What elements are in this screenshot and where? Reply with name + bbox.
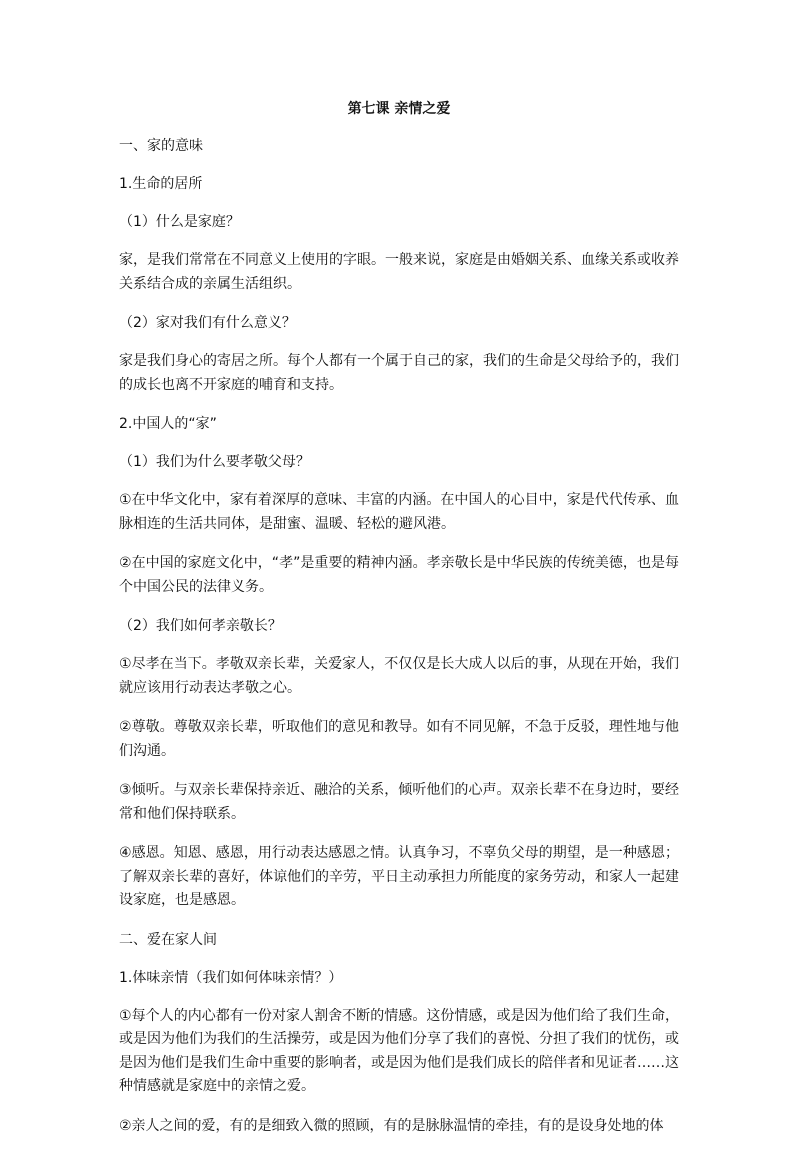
paragraph-gratitude: ④感恩。知恩、感恩，用行动表达感恩之情。认真争习，不辜负父母的期望，是一种感恩；了解双亲长辈的喜好，体谅他们的辛劳，平日主动承担力所能度的家务劳动，和家人一起建设家庭，也是感恩。	[119, 845, 679, 908]
subheading-life-dwelling: 1.生命的居所	[119, 176, 203, 192]
paragraph-love-between-relatives: ②亲人之间的爱，有的是细致入微的照顾，有的是脉脉温情的牵挂，有的是设身处地的体	[119, 1117, 664, 1134]
paragraph-filial-piety: ②在中国的家庭文化中，“孝”是重要的精神内涵。孝亲敬长是中华民族的传统美德，也是每个中国公民的法律义务。	[119, 555, 679, 595]
paragraph-filial-now: ①尽孝在当下。孝敬双亲长辈，关爱家人，不仅仅是长大成人以后的事，从现在开始，我们就应该用行动表达孝敬之心。	[119, 656, 679, 696]
question-how-filial: （2）我们如何孝亲敬长？	[119, 618, 282, 634]
lesson-title: 第七课 亲情之爱	[347, 101, 451, 117]
question-why-filial: （1）我们为什么要孝敬父母？	[119, 454, 310, 470]
paragraph-family-definition: 家，是我们常常在不同意义上使用的字眼。一般来说，家庭是由婚姻关系、血缘关系或收养关系结合成的亲属生活组织。	[119, 252, 679, 292]
subheading-feel-kinship: 1.体味亲情（我们如何体味亲情？）	[119, 969, 343, 986]
section-heading-family-meaning: 一、家的意味	[119, 138, 203, 154]
paragraph-family-meaning: 家是我们身心的寄居之所。每个人都有一个属于自己的家，我们的生命是父母给予的，我们的成长也离不开家庭的哺育和支持。	[119, 353, 679, 393]
paragraph-chinese-culture: ①在中华文化中，家有着深厚的意味、丰富的内涵。在中国人的心目中，家是代代传承、血脉相连的生活共同体，是甜蜜、温暖、轻松的避风港。	[119, 492, 679, 532]
subheading-chinese-family: 2.中国人的“家”	[119, 416, 217, 432]
document-body	[119, 99, 679, 1154]
question-what-is-family: （1）什么是家庭？	[119, 214, 240, 230]
paragraph-respect: ②尊敬。尊敬双亲长辈，听取他们的意见和教导。如有不同见解，不急于反驳，理性地与他们沟通。	[119, 719, 679, 759]
question-family-meaning: （2）家对我们有什么意义？	[119, 315, 296, 331]
paragraph-listen: ③倾听。与双亲长辈保持亲近、融洽的关系，倾听他们的心声。双亲长辈不在身边时，要经常和他们保持联系。	[119, 782, 679, 822]
section-heading-love-family: 二、爱在家人间	[119, 931, 217, 948]
paragraph-kinship-emotion: ①每个人的内心都有一份对家人割舍不断的情感。这份情感，或是因为他们给了我们生命，或是因为他们为我们的生活操劳，或是因为他们分享了我们的喜悦、分担了我们的忧伤，或是因为他们是我们生命中重要的影响者，或是因为他们是我们成长的陪伴者和见证者……这种情感就是家庭中的亲情之爱。	[119, 1007, 679, 1094]
